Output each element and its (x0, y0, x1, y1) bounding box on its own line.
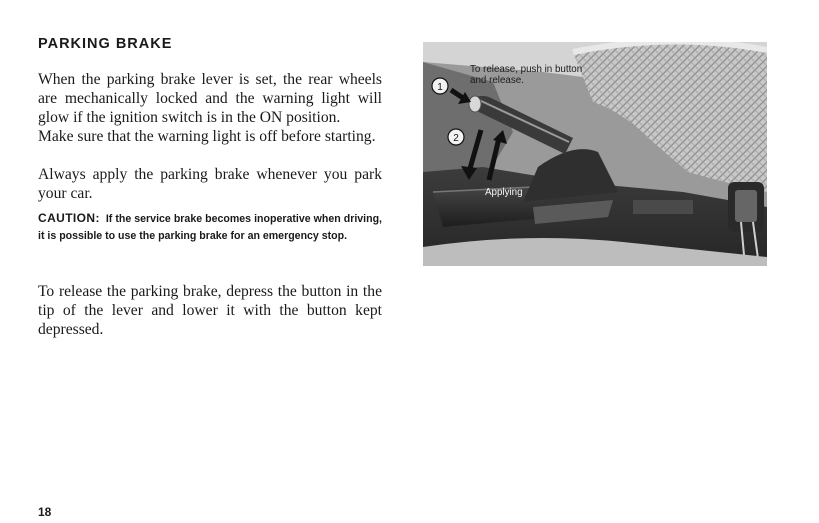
applying-label: Applying (485, 187, 523, 198)
caution-note (38, 210, 382, 244)
paragraph-set-brake: When the parking brake lever is set, the rear wheels are mechanically locked and the warning light will glow if the ignition switch is in the ON position. (38, 71, 382, 126)
caution-label: CAUTION: (38, 211, 100, 225)
paragraph-warning-light: Make sure that the warning light is off before starting. (38, 128, 376, 145)
release-instruction-line2: and release. (470, 75, 524, 86)
paragraph-release: To release the parking brake, depress the button in the tip of the lever and lower it with the button kept depressed. (38, 283, 382, 338)
release-instruction-line1: To release, push in button (470, 64, 583, 75)
caution-text: If the service brake becomes inoperative when driving, it is possible to use the parking brake for an emergency stop. (38, 213, 382, 242)
page-number: 18 (38, 505, 52, 519)
paragraph-always-apply: Always apply the parking brake whenever you park your car. (38, 166, 382, 202)
parking-brake-photo (423, 42, 767, 266)
section-title: PARKING BRAKE (38, 36, 173, 52)
step-2-marker: 2 (453, 133, 459, 144)
step-1-marker: 1 (437, 82, 443, 93)
